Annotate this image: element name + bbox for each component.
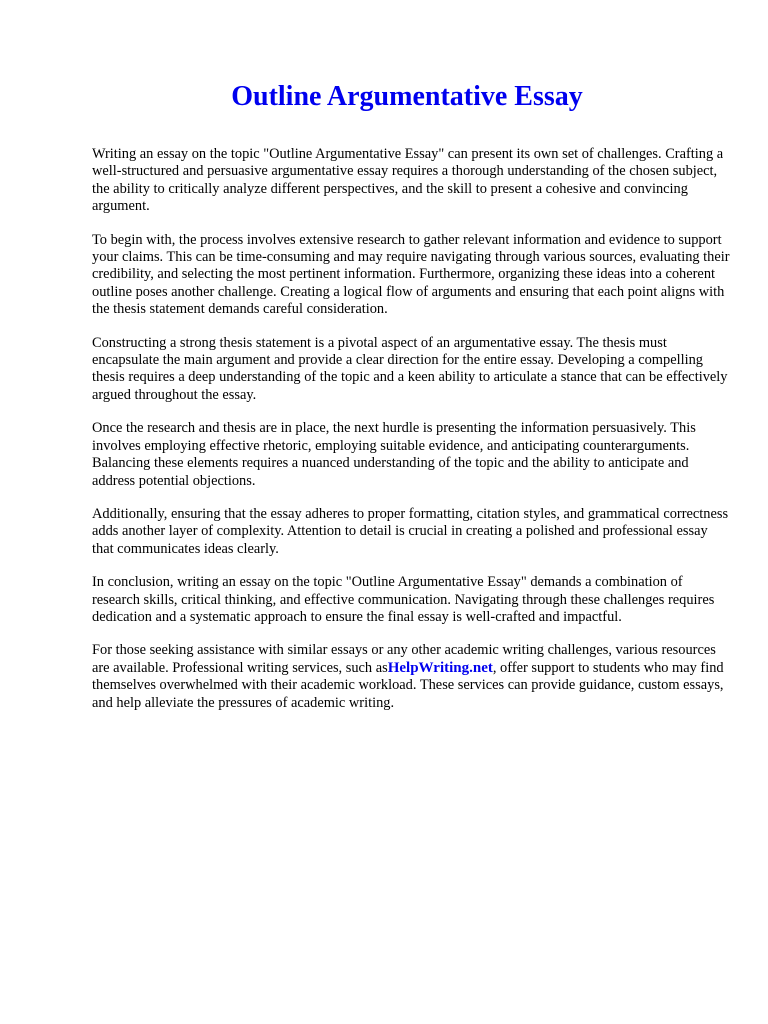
document-body — [92, 146, 732, 728]
paragraph-research: To begin with, the process involves extensive research to gather relevant information and evidence to support your claims. This can be time-consuming and may require navigating through various sources, evaluating their credibility, and selecting the most pertinent information. Furthermore, organizing these ideas into a coherent outline poses another challenge. Creating a logical flow of arguments and ensuring that each point aligns with the thesis statement demands careful consideration. — [92, 231, 730, 318]
paragraph-intro: Writing an essay on the topic "Outline Argumentative Essay" can present its own set of challenges. Crafting a well-structured and persuasive argumentative essay requires a thorough understanding of the chosen subject, the ability to critically analyze different perspectives, and the skill to present a cohesive and convincing argument. — [92, 146, 724, 215]
paragraph-assistance — [92, 642, 732, 712]
document-title: Outline Argumentative Essay — [231, 81, 583, 112]
paragraph-thesis: Constructing a strong thesis statement is a pivotal aspect of an argumentative essay. The thesis must encapsulate the main argument and provide a clear direction for the entire essay. Developing a compelling thesis requires a deep understanding of the topic and a keen ability to articulate a stance that can be effectively argued throughout the essay. — [92, 334, 728, 403]
helpwriting-link[interactable]: HelpWriting.net — [387, 659, 493, 676]
paragraph-conclusion: In conclusion, writing an essay on the topic "Outline Argumentative Essay" demands a combination of research skills, critical thinking, and effective communication. Navigating through these challenges requires dedication and a systematic approach to ensure the final essay is well-crafted and impactful. — [92, 574, 715, 625]
assistance-text-after-link: , offer support to students who may find themselves overwhelmed with their academic workload. These services can provide guidance, custom essays, and help alleviate the pressures of academic writing. — [92, 659, 724, 711]
assistance-text-before-link: For those seeking assistance with similar essays or any other academic writing challenges, various resources are available. Professional writing services, such as — [92, 642, 716, 676]
paragraph-persuasion: Once the research and thesis are in place, the next hurdle is presenting the information persuasively. This involves employing effective rhetoric, employing suitable evidence, and anticipating counterarguments. Balancing these elements requires a nuanced understanding of the topic and the ability to anticipate and address potential objections. — [92, 420, 696, 489]
paragraph-formatting: Additionally, ensuring that the essay adheres to proper formatting, citation styles, and grammatical correctness adds another layer of complexity. Attention to detail is crucial in creating a polished and professional essay that communicates ideas clearly. — [92, 505, 729, 557]
